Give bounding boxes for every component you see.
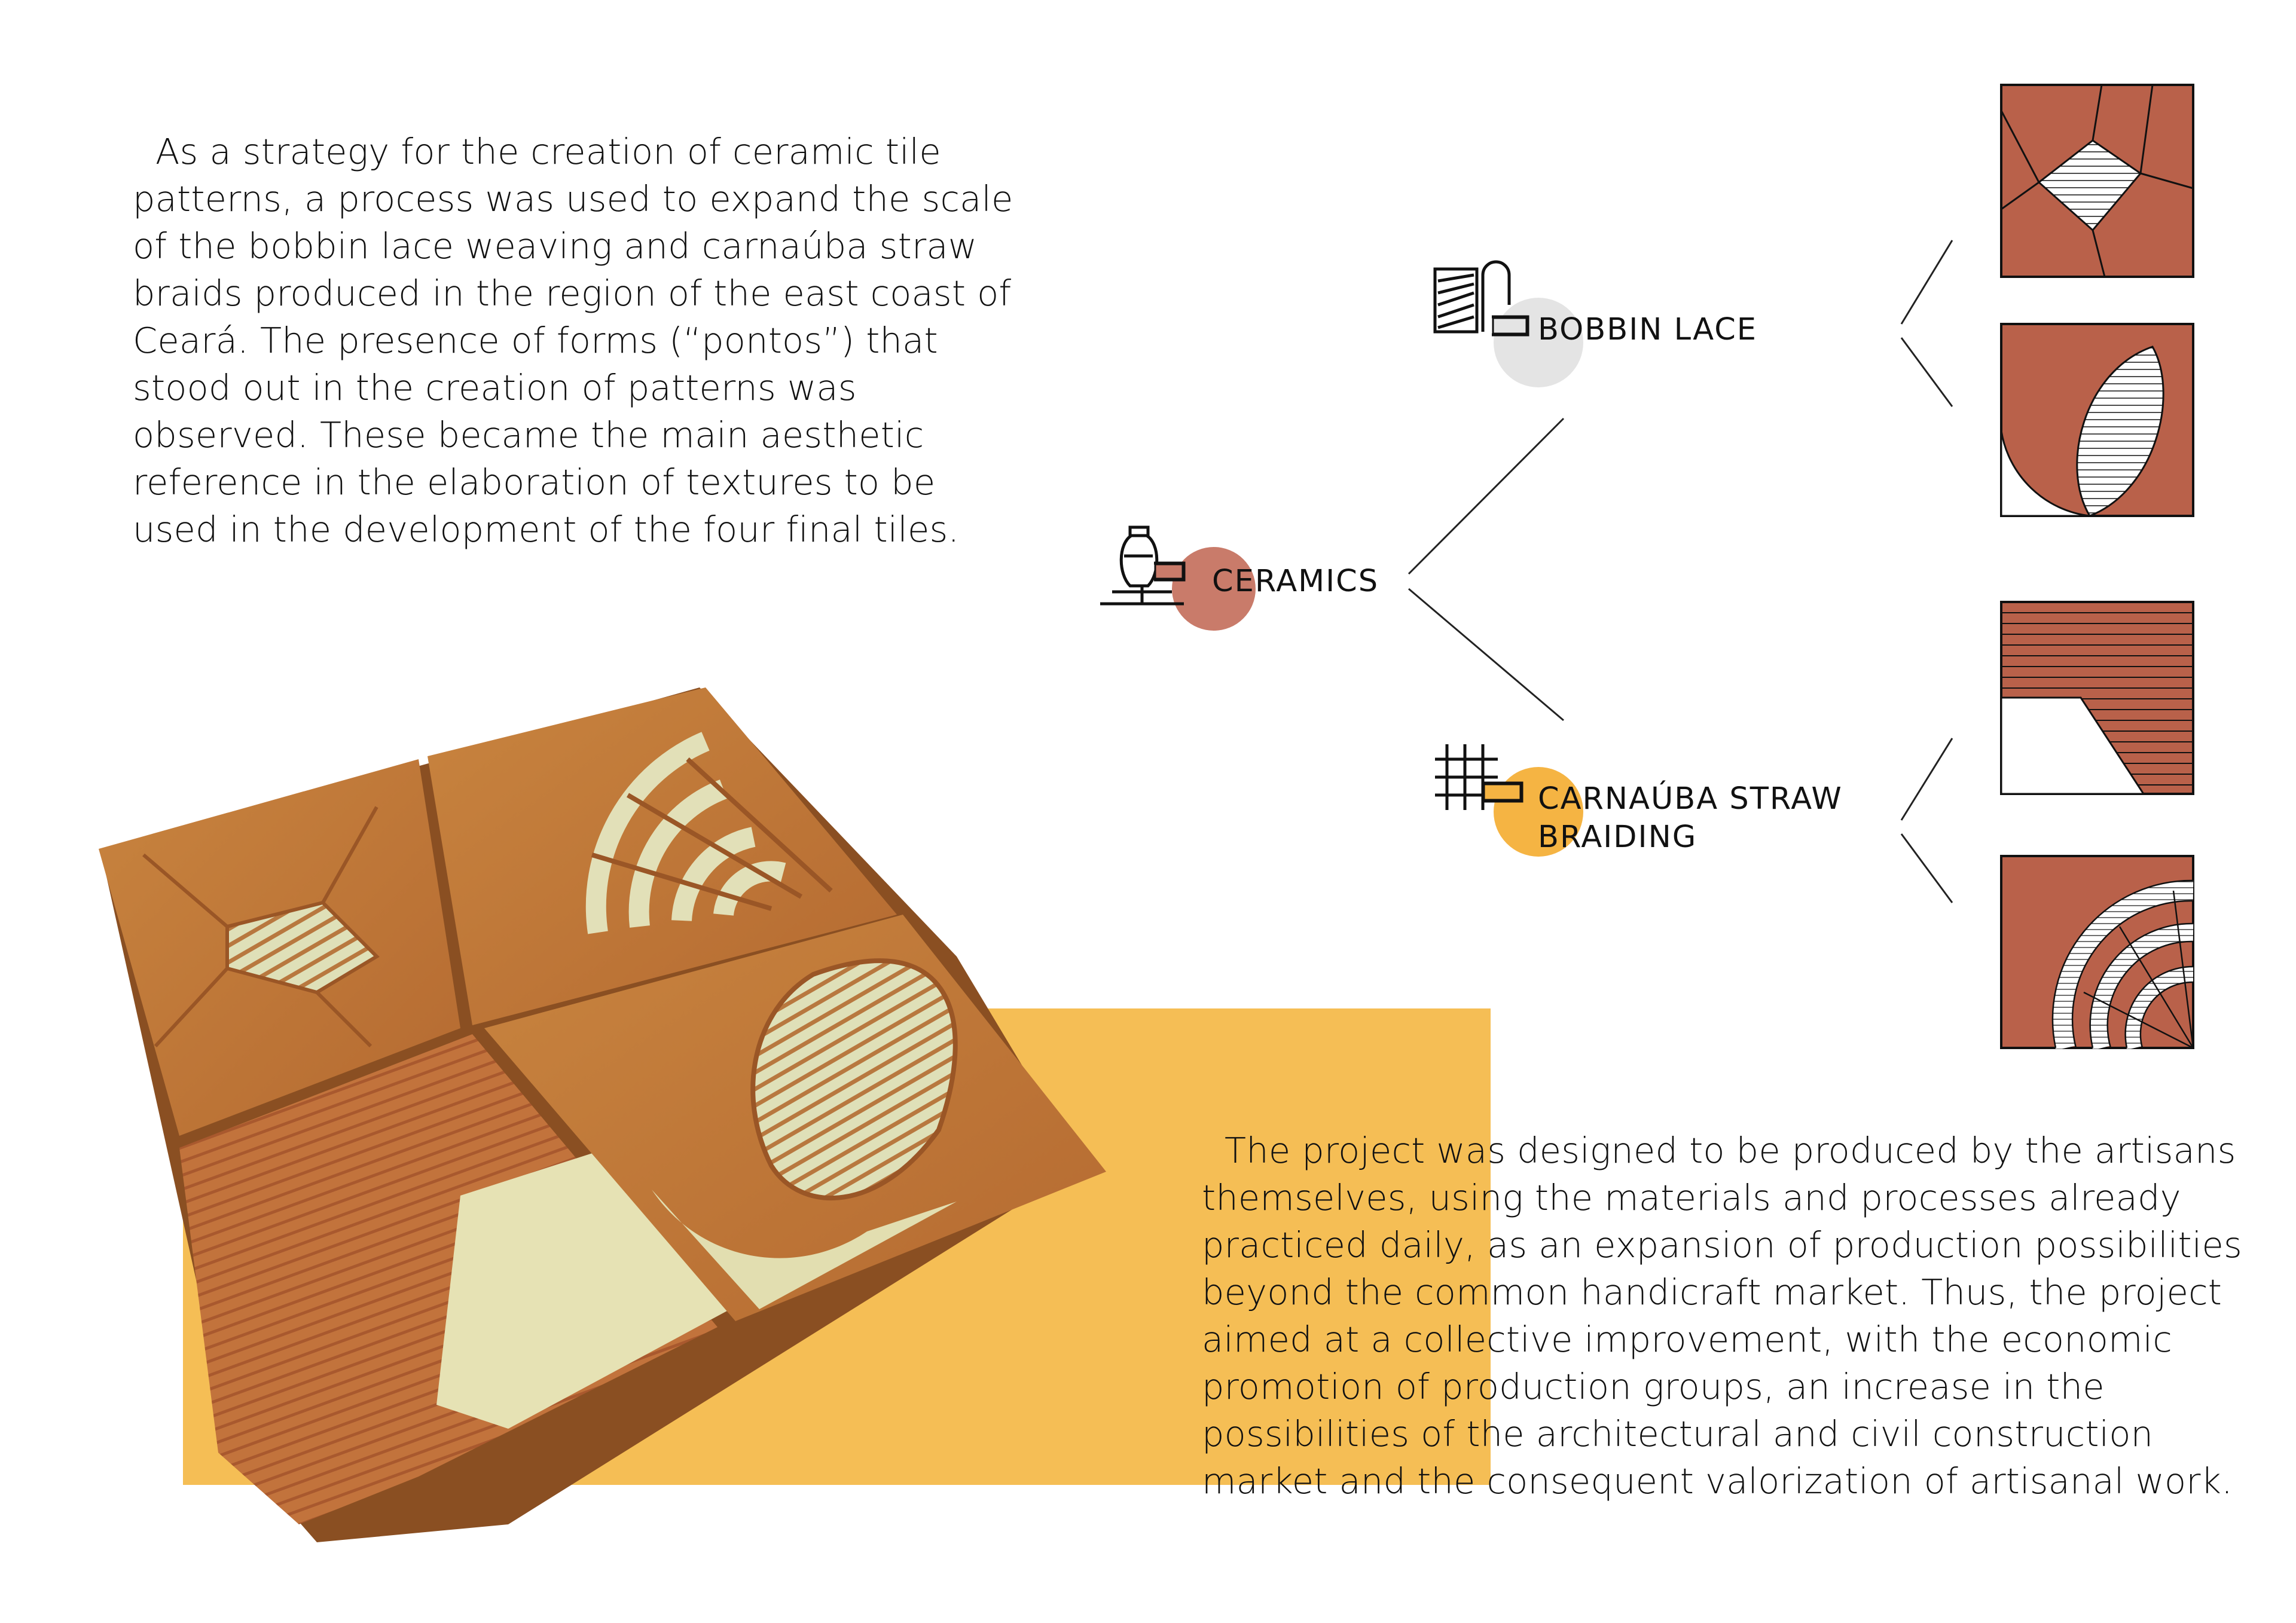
- straw-arcs-tile: [2000, 855, 2194, 1049]
- node-ceramics: [1094, 520, 1429, 640]
- outro-paragraph: [1202, 1127, 2266, 1505]
- outro-text: The project was designed to be produced by the artisans themselves, using the materials and processes already practiced daily, as an expansion of production possibilities beyond the common handicraft market. Thus, the project aimed at a collective improvement, with the economic promotion of production groups, an increase in the possibilities of the architectural and civil construction market and the consequent valorization of artisanal work.: [1202, 1130, 2242, 1502]
- node-straw-braiding: [1432, 738, 1863, 870]
- lace-leaf-tile: [2000, 323, 2194, 517]
- straw-braid-hand-icon: [1432, 738, 1552, 822]
- straw-braiding-label: [1538, 780, 1843, 857]
- bobbin-lace-label: BOBBIN LACE: [1538, 312, 1758, 347]
- straw-braiding-label-line2: BRAIDING: [1538, 820, 1697, 855]
- straw-stripes-tile: [2000, 601, 2194, 795]
- intro-text: As a strategy for the creation of ceramic tile patterns, a process was used to expand the scale of the bobbin lace weaving and carnaúba straw braids produced in the region of the east coast of Ceará. The presence of forms (“pontos”) that stood out in the creation of patterns was observed. These became the main aesthetic reference in the elaboration of textures to be used in the development of the four final tiles.: [133, 131, 1013, 550]
- lace-diamond-tile: [2000, 84, 2194, 278]
- ceramics-label: CERAMICS: [1212, 564, 1379, 599]
- bobbin-lace-hand-icon: [1432, 257, 1552, 353]
- pottery-hand-icon: [1094, 520, 1202, 616]
- straw-braiding-label-line1: CARNAÚBA STRAW: [1538, 781, 1843, 817]
- node-bobbin-lace: [1432, 251, 1767, 389]
